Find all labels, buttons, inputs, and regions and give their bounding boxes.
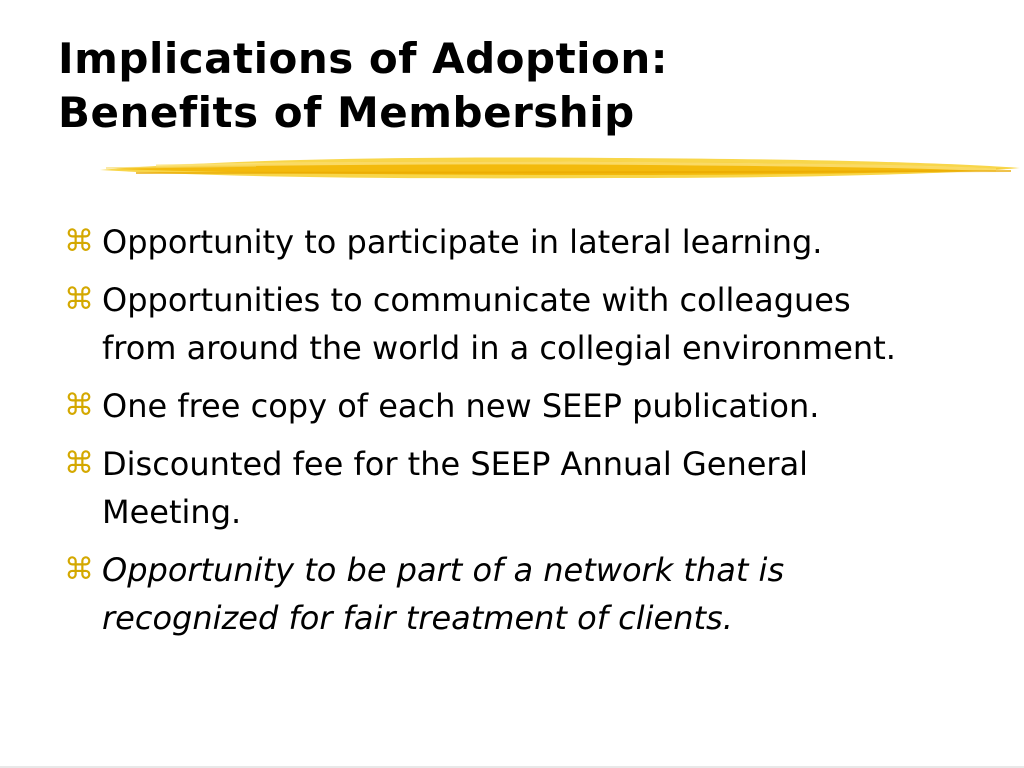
bullet-text: Discounted fee for the SEEP Annual General Meeting. bbox=[102, 445, 809, 531]
command-key-bullet-icon: ⌘ bbox=[64, 446, 94, 481]
slide-title bbox=[58, 32, 668, 140]
title-line-1: Implications of Adoption: bbox=[58, 34, 669, 83]
command-key-bullet-icon: ⌘ bbox=[64, 552, 94, 587]
list-item bbox=[64, 382, 1004, 430]
bullet-text: Opportunity to be part of a network that is recognized for fair treatment of clients. bbox=[102, 551, 785, 637]
list-item bbox=[64, 546, 1004, 642]
bullet-text: Opportunities to communicate with colleagues from around the world in a collegial environment. bbox=[102, 281, 896, 367]
command-key-bullet-icon: ⌘ bbox=[64, 388, 94, 423]
list-item bbox=[64, 276, 1004, 372]
command-key-bullet-icon: ⌘ bbox=[64, 224, 94, 259]
bullet-list bbox=[64, 218, 1004, 652]
list-item bbox=[64, 218, 1004, 266]
list-item bbox=[64, 440, 1004, 536]
title-line-2: Benefits of Membership bbox=[58, 88, 635, 137]
command-key-bullet-icon: ⌘ bbox=[64, 282, 94, 317]
brush-stroke-underline-icon bbox=[96, 148, 1024, 188]
bullet-text: One free copy of each new SEEP publication. bbox=[102, 387, 820, 425]
bullet-text: Opportunity to participate in lateral learning. bbox=[102, 223, 823, 261]
